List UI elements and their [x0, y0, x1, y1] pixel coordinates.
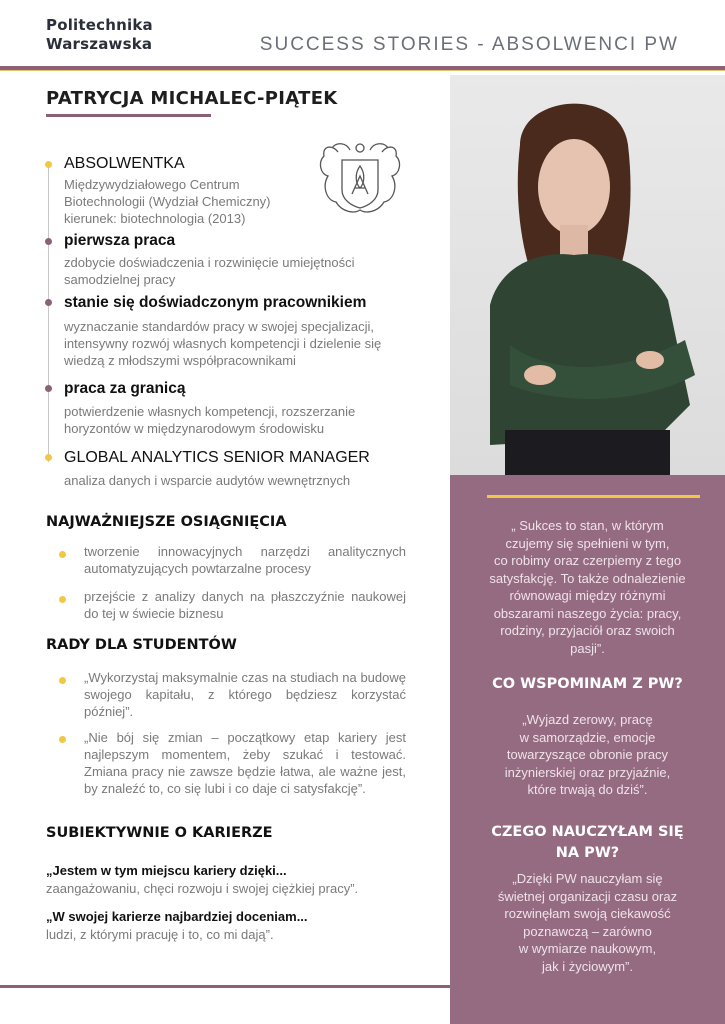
- advice-item: „Wykorzystaj maksymalnie czas na studiach na budowę swojego kapitału, z którego będziesz korzystać później”.: [84, 670, 406, 719]
- footer-divider: [0, 985, 450, 988]
- timeline-dot: [45, 454, 52, 461]
- memories-title: CO WSPOMINAM Z PW?: [492, 676, 683, 692]
- timeline-heading: ABSOLWENTKA: [64, 155, 185, 172]
- timeline-description: Międzywydziałowego Centrum Biotechnologii (Wydział Chemiczny) kierunek: biotechnologia (2013): [64, 177, 271, 226]
- bullet-dot: [59, 551, 66, 558]
- university-logo: [46, 16, 153, 54]
- portrait-illustration: [450, 75, 725, 475]
- achievement-item: przejście z analizy danych na płaszczyźnie naukowej do tej w świecie biznesu: [84, 589, 406, 621]
- timeline-heading: stanie się doświadczonym pracownikiem: [64, 294, 367, 311]
- advice-item: „Nie bój się zmian – początkowy etap kariery jest najlepszym momentem, żeby szukać i testować. Zmiana pracy nie zawsze będzie łatwa, ale ważne jest, by znaleźć to, co się lubi i co daje ci satysfakcję”.: [84, 730, 406, 796]
- timeline-dot: [45, 238, 52, 245]
- logo-line-1: Politechnika: [46, 16, 153, 34]
- person-name: PATRYCJA MICHALEC-PIĄTEK: [46, 88, 338, 109]
- learned-text: „Dzięki PW nauczyłam się świetnej organizacji czasu oraz rozwinęłam swoją ciekawość poznawczą – zarówno w wymiarze naukowym, jak i życiowym”.: [497, 871, 678, 974]
- question-heading: „W swojej karierze najbardziej doceniam...: [46, 909, 308, 924]
- timeline-line: [48, 166, 49, 462]
- advice-title: RADY DLA STUDENTÓW: [46, 637, 237, 653]
- portrait-photo: [450, 75, 725, 475]
- question-answer: ludzi, z którymi pracuję i to, co mi dają”.: [46, 927, 274, 942]
- achievement-item: tworzenie innowacyjnych narzędzi analitycznych automatyzujących powtarzalne procesy: [84, 544, 406, 576]
- timeline-heading: pierwsza praca: [64, 232, 176, 249]
- header-divider-gold: [0, 70, 725, 71]
- page-header-title: SUCCESS STORIES - ABSOLWENCI PW: [259, 34, 679, 55]
- logo-line-2: Warszawska: [46, 35, 153, 53]
- success-quote: „ Sukces to stan, w którym czujemy się spełnieni w tym, co robimy oraz czerpiemy z tego satysfakcję. To także odnalezienie równowagi między różnymi obszarami naszego życia: pracy, rodziny, przyjaciół oraz swoich pasji”.: [489, 518, 686, 656]
- timeline-heading: praca za granicą: [64, 380, 186, 397]
- achievements-title: NAJWAŻNIEJSZE OSIĄGNIĘCIA: [46, 514, 287, 530]
- question-answer: zaangażowaniu, chęci rozwoju i swojej ciężkiej pracy”.: [46, 881, 359, 896]
- learned-title: CZEGO NAUCZYŁAM SIĘ NA PW?: [491, 824, 684, 861]
- timeline-dot: [45, 161, 52, 168]
- name-underline: [46, 114, 211, 117]
- bullet-dot: [59, 736, 66, 743]
- timeline-heading: GLOBAL ANALYTICS SENIOR MANAGER: [64, 449, 370, 466]
- timeline-description: potwierdzenie własnych kompetencji, rozszerzanie horyzontów w międzynarodowym środowisku: [64, 404, 356, 436]
- timeline-dot: [45, 385, 52, 392]
- timeline-description: analiza danych i wsparcie audytów wewnętrznych: [64, 473, 351, 488]
- subjective-title: SUBIEKTYWNIE O KARIERZE: [46, 825, 273, 841]
- university-crest-icon: [312, 140, 408, 220]
- memories-text: „Wyjazd zerowy, pracę w samorządzie, emocje towarzyszące obronie pracy inżynierskiej oraz przyjaźnie, które trwają do dziś”.: [504, 712, 671, 797]
- question-heading: „Jestem w tym miejscu kariery dzięki...: [46, 863, 287, 878]
- panel-gold-rule: [487, 495, 700, 498]
- bullet-dot: [59, 677, 66, 684]
- bullet-dot: [59, 596, 66, 603]
- timeline-dot: [45, 299, 52, 306]
- timeline-description: wyznaczanie standardów pracy w swojej specjalizacji, intensywny rozwój własnych kompetencji i dzielenie się wiedzą z młodszymi współpracownikami: [64, 319, 382, 368]
- timeline-description: zdobycie doświadczenia i rozwinięcie umiejętności samodzielnej pracy: [64, 255, 355, 287]
